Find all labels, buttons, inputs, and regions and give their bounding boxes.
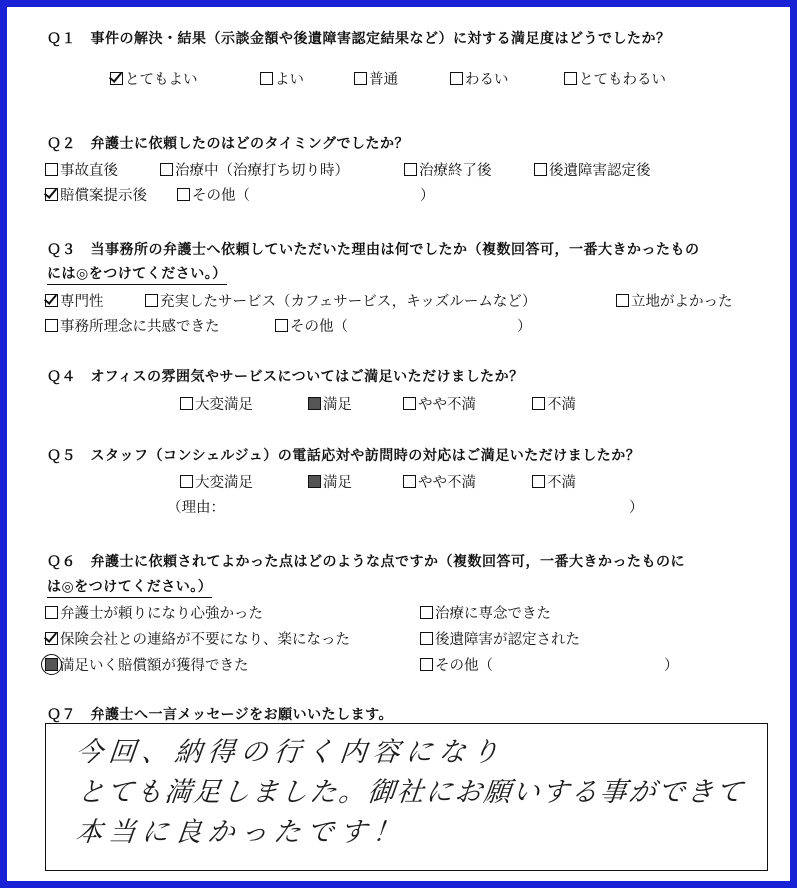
q3-option-philosophy[interactable]: 事務所理念に共感できた: [45, 315, 220, 336]
q4-question: Ｑ４ オフィスの雰囲気やサービスについてはご満足いただけましたか？: [47, 369, 524, 385]
checkbox[interactable]: [45, 163, 58, 176]
q6-option-other[interactable]: その他（: [420, 654, 493, 675]
q3-question-line1: Ｑ３ 当事務所の弁護士へ依頼していただいた理由は何でしたか（複数回答可，一番大きかったもの: [47, 242, 700, 258]
checkbox[interactable]: [403, 475, 416, 488]
checkbox[interactable]: [420, 632, 433, 645]
q6-question-line1: Ｑ６ 弁護士に依頼されてよかった点はどのような点ですか（複数回答可，一番大きかったものに: [47, 554, 685, 570]
q4-option-dissatisfied[interactable]: 不満: [532, 393, 576, 414]
checkbox-checked[interactable]: [110, 72, 123, 85]
q6-option-reliable[interactable]: 弁護士が頼りになり心強かった: [45, 602, 263, 623]
checkbox-filled[interactable]: [308, 475, 321, 488]
q2-question: Ｑ２ 弁護士に依頼したのはどのタイミングでしたか？: [47, 136, 409, 152]
q1-option-good[interactable]: よい: [260, 68, 304, 89]
q2-option-right-after[interactable]: 事故直後: [45, 159, 118, 180]
message-box[interactable]: [45, 723, 768, 871]
checkbox[interactable]: [532, 397, 545, 410]
q2-option-other[interactable]: その他（: [177, 184, 250, 205]
q4-option-somewhat-dissatisfied[interactable]: やや不満: [403, 393, 476, 414]
handwritten-line-2: とても満足しました。御社にお願いする事ができて: [76, 777, 747, 808]
q2-option-after-offer[interactable]: 賠償案提示後: [45, 184, 147, 205]
checkbox[interactable]: [404, 163, 417, 176]
q3-other-close: ）: [517, 319, 532, 335]
checkbox[interactable]: [420, 658, 433, 671]
checkbox[interactable]: [420, 606, 433, 619]
checkbox-checked[interactable]: [45, 632, 58, 645]
q2-option-after-certification[interactable]: 後遺障害認定後: [534, 159, 651, 180]
checkbox[interactable]: [354, 72, 367, 85]
q3-option-location[interactable]: 立地がよかった: [616, 290, 733, 311]
checkbox-double-circled[interactable]: [45, 658, 58, 671]
q6-question-line2: は◎をつけてください。）: [47, 576, 212, 598]
checkbox-filled[interactable]: [308, 397, 321, 410]
q4-option-very-satisfied[interactable]: 大変満足: [180, 393, 253, 414]
checkbox[interactable]: [534, 163, 547, 176]
q6-option-focus-treatment[interactable]: 治療に専念できた: [420, 602, 551, 623]
q5-option-very-satisfied[interactable]: 大変満足: [180, 471, 253, 492]
handwritten-line-3: 本当に良かったです！: [74, 817, 408, 848]
q1-question: Ｑ１ 事件の解決・結果（示談金額や後遺障害認定結果など）に対する満足度はどうでしたか？: [47, 31, 671, 47]
q2-other-close: ）: [420, 188, 435, 204]
checkbox-checked[interactable]: [45, 188, 58, 201]
q1-option-very-good[interactable]: とてもよい: [110, 68, 198, 89]
checkbox[interactable]: [180, 397, 193, 410]
q1-option-normal[interactable]: 普通: [354, 68, 398, 89]
checkbox[interactable]: [616, 294, 629, 307]
q7-question: Ｑ７ 弁護士へ一言メッセージをお願いいたします。: [47, 707, 394, 723]
checkbox[interactable]: [145, 294, 158, 307]
q5-option-dissatisfied[interactable]: 不満: [532, 471, 576, 492]
handwritten-line-1: 今回、納得の行く内容になり: [74, 737, 507, 768]
checkbox[interactable]: [564, 72, 577, 85]
q3-option-expertise[interactable]: 専門性: [45, 290, 104, 311]
q2-option-during-treatment[interactable]: 治療中（治療打ち切り時）: [160, 159, 349, 180]
q1-option-very-bad[interactable]: とてもわるい: [564, 68, 666, 89]
q6-other-close: ）: [664, 658, 679, 674]
q5-option-satisfied[interactable]: 満足: [308, 471, 352, 492]
q3-question-line2: には◎をつけてください。）: [47, 263, 227, 285]
q3-option-services[interactable]: 充実したサービス（カフェサービス，キッズルームなど）: [145, 290, 536, 311]
q2-option-after-treatment[interactable]: 治療終了後: [404, 159, 492, 180]
checkbox[interactable]: [532, 475, 545, 488]
q1-option-bad[interactable]: わるい: [450, 68, 509, 89]
q6-option-compensation[interactable]: 満足いく賠償額が獲得できた: [45, 654, 249, 675]
checkbox[interactable]: [45, 319, 58, 332]
q6-option-no-insurer-contact[interactable]: 保険会社との連絡が不要になり、楽になった: [45, 628, 350, 649]
q6-option-disability-certified[interactable]: 後遺障害が認定された: [420, 628, 580, 649]
q4-option-satisfied[interactable]: 満足: [308, 393, 352, 414]
q5-reason-label: （理由：: [167, 500, 225, 516]
checkbox[interactable]: [403, 397, 416, 410]
checkbox[interactable]: [450, 72, 463, 85]
q5-reason-close: ）: [629, 500, 644, 516]
checkbox[interactable]: [177, 188, 190, 201]
q5-option-somewhat-dissatisfied[interactable]: やや不満: [403, 471, 476, 492]
q5-question: Ｑ５ スタッフ（コンシェルジュ）の電話応対や訪問時の対応はご満足いただけましたか？: [47, 448, 641, 464]
checkbox[interactable]: [45, 606, 58, 619]
q3-option-other[interactable]: その他（: [275, 315, 348, 336]
checkbox[interactable]: [275, 319, 288, 332]
checkbox[interactable]: [180, 475, 193, 488]
checkbox[interactable]: [260, 72, 273, 85]
checkbox[interactable]: [160, 163, 173, 176]
checkbox-checked[interactable]: [45, 294, 58, 307]
